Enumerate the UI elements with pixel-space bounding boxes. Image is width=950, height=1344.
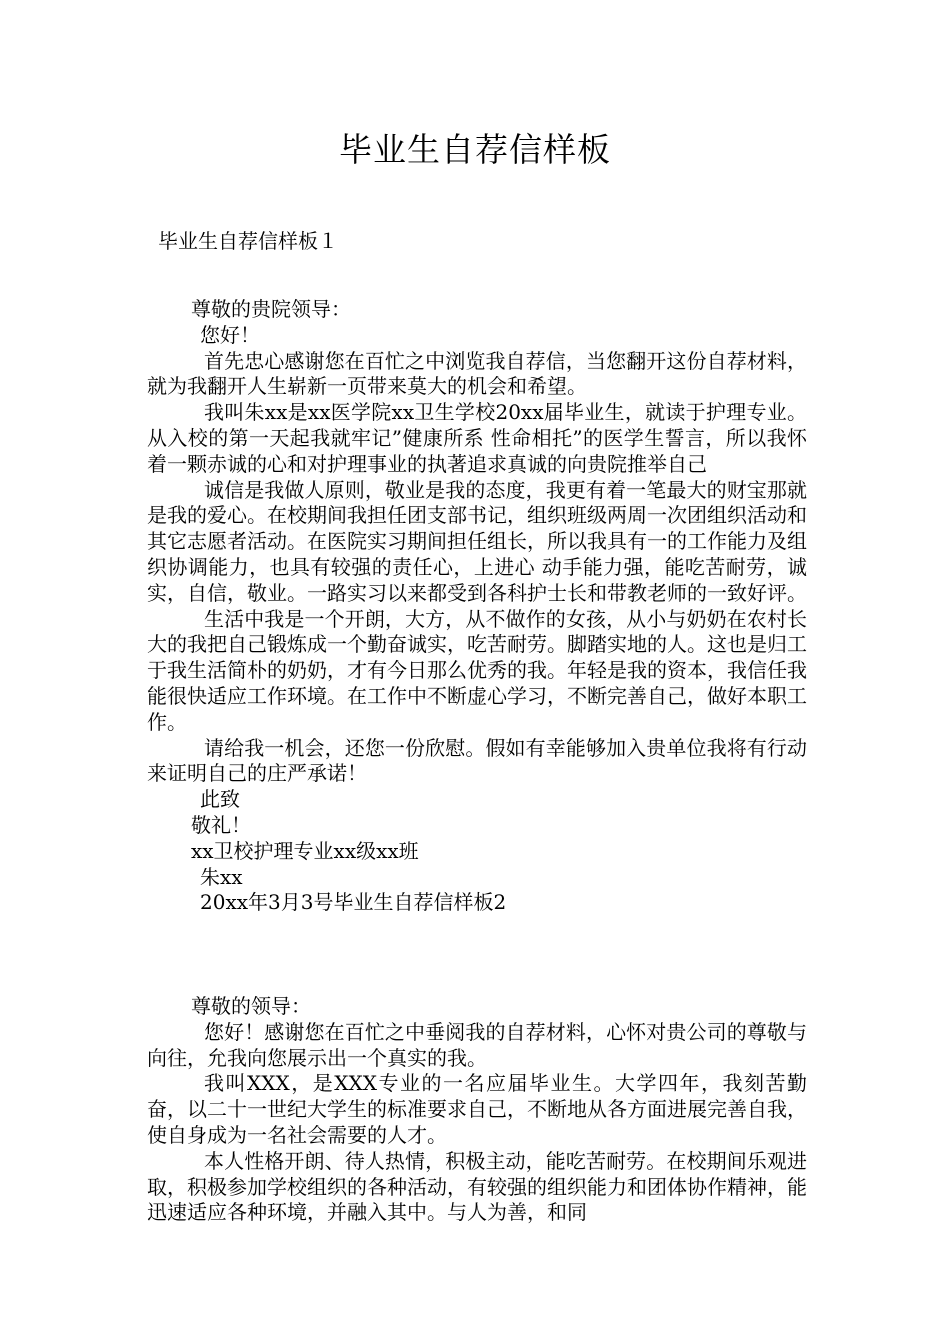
letter-2	[147, 994, 807, 1226]
letter1-date-and-heading-2: 20xx年3月3号毕业生自荐信样板2	[200, 890, 507, 915]
letter2-paragraph-3: 本人性格开朗、待人热情，积极主动，能吃苦耐劳。在校期间乐观进取，积极参加学校组织的各种活动，有较强的组织能力和团体协作精神，能迅速适应各种环境，并融入其中。与人为善，和同	[147, 1148, 807, 1225]
letter1-paragraph-5: 请给我一机会，还您一份欣慰。假如有幸能够加入贵单位我将有行动来证明自己的庄严承诺！	[147, 735, 807, 786]
letter1-paragraph-3: 诚信是我做人原则，敬业是我的态度，我更有着一笔最大的财宝那就是我的爱心。在校期间我担任团支部书记，组织班级两周一次团组织活动和其它志愿者活动。在医院实习期间担任组长，所以我具有一的工作能力及组织协调能力，也具有较强的责任心，上进心 动手能力强，能吃苦耐劳，诚实，自信，敬业。一路实习以来都受到各科护士长和带教老师的一致好评。	[147, 477, 807, 605]
section-heading-1: 毕业生自荐信样板１	[158, 229, 338, 253]
letter1-closing-2: 敬礼！	[191, 812, 251, 837]
letter2-paragraph-2: 我叫XXX，是XXX专业的一名应届毕业生。大学四年，我刻苦勤奋，以二十一世纪大学生的标准要求自己，不断地从各方面进展完善自我，使自身成为一名社会需要的人才。	[147, 1071, 807, 1147]
letter-1	[147, 297, 807, 916]
letter1-paragraph-2: 我叫朱xx是xx医学院xx卫生学校20xx届毕业生，就读于护理专业。从入校的第一天起我就牢记”健康所系 性命相托”的医学生誓言，所以我怀着一颗赤诚的心和对护理事业的执著追求真诚的向贵院推举自己	[147, 400, 807, 476]
letter2-salutation: 尊敬的领导：	[191, 994, 311, 1018]
letter1-salutation: 尊敬的贵院领导：	[191, 297, 351, 321]
letter1-paragraph-4: 生活中我是一个开朗，大方，从不做作的女孩，从小与奶奶在农村长大的我把自己锻炼成一个勤奋诚实，吃苦耐劳。脚踏实地的人。这也是归工于我生活简朴的奶奶，才有今日那么优秀的我。年轻是我的资本，我信任我能很快适应工作环境。在工作中不断虚心学习，不断完善自己，做好本职工作。	[147, 606, 807, 734]
letter1-signature: 朱xx	[200, 864, 243, 889]
letter1-greeting: 您好！	[200, 322, 260, 347]
document-title: 毕业生自荐信样板	[339, 130, 611, 169]
letter2-paragraph-1: 您好！感谢您在百忙之中垂阅我的自荐材料，心怀对贵公司的尊敬与向往，允我向您展示出一个真实的我。	[147, 1019, 807, 1070]
letter1-paragraph-1: 首先忠心感谢您在百忙之中浏览我自荐信，当您翻开这份自荐材料，就为我翻开人生崭新一页带来莫大的机会和希望。	[147, 348, 807, 399]
letter1-organization: xx卫校护理专业xx级xx班	[191, 838, 419, 863]
letter1-closing-1: 此致	[200, 787, 240, 812]
